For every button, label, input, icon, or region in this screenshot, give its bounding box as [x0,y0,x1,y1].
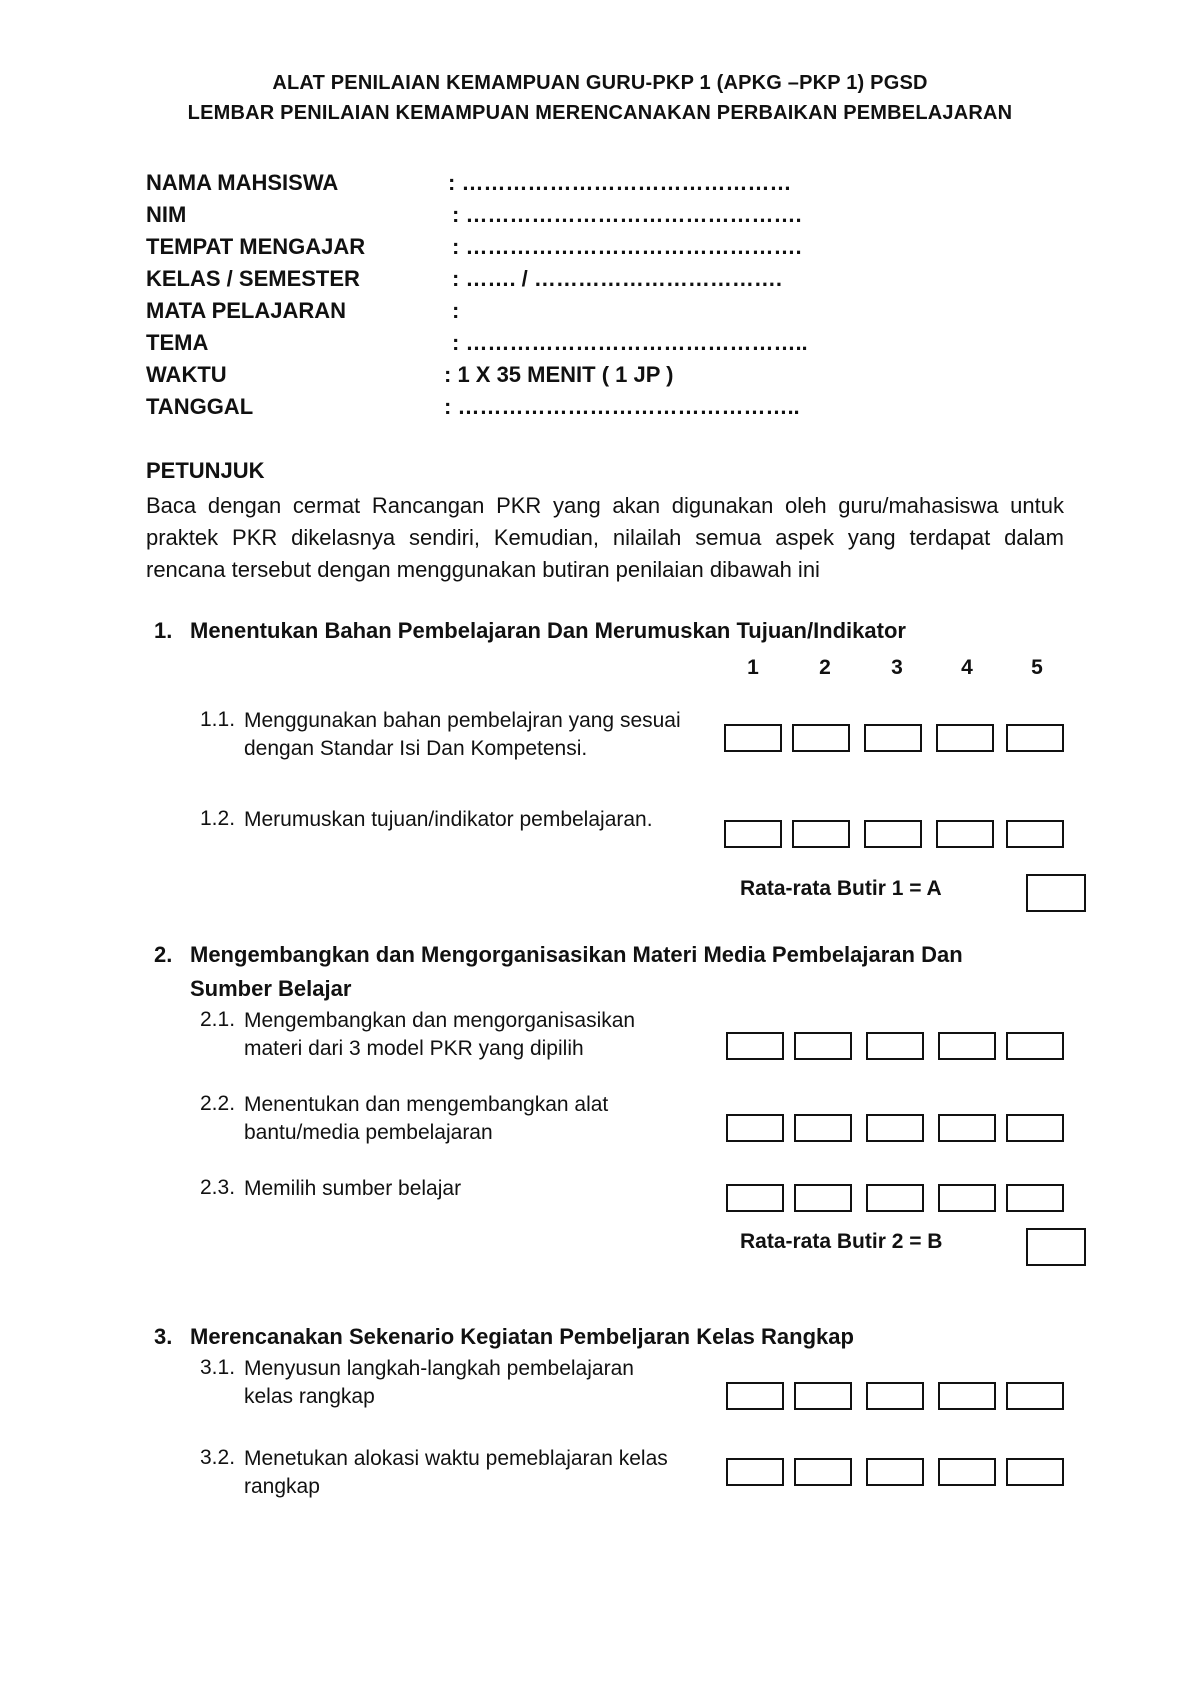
label-tanggal: TANGGAL [146,394,254,419]
rating-box[interactable] [726,1032,784,1060]
average-2-box[interactable] [1026,1228,1086,1266]
label-kelas-semester: KELAS / SEMESTER [146,266,360,291]
rating-box[interactable] [866,1114,924,1142]
rating-box[interactable] [794,1382,852,1410]
average-2-label: Rata-rata Butir 2 = B [740,1230,943,1253]
rating-box[interactable] [1006,724,1064,752]
section-2-title-cont: Sumber Belajar [190,976,352,1001]
rating-box[interactable] [1006,1458,1064,1486]
field-tanggal[interactable]: : ……………………………………….. [444,394,800,419]
rating-box[interactable] [1006,820,1064,848]
item-3-2-text: Menetukan alokasi waktu pemeblajaran kelas rangkap [244,1447,668,1498]
item-1-2-text: Merumuskan tujuan/indikator pembelajaran. [244,808,653,831]
rating-box[interactable] [1006,1114,1064,1142]
section-1-title: Menentukan Bahan Pembelajaran Dan Merumuskan Tujuan/Indikator [190,618,906,643]
petunjuk-text: Baca dengan cermat Rancangan PKR yang akan digunakan oleh guru/mahasiswa untuk praktek PKR dikelasnya sendiri, Kemudian, nilailah semua aspek yang terdapat dalam rencana tersebut dengan menggunakan butiran penilaian dibawah ini [146,493,1064,582]
rating-box[interactable] [726,1184,784,1212]
average-1-box[interactable] [1026,874,1086,912]
item-3-2-number: 3.2. [200,1446,236,1469]
rating-box[interactable] [794,1458,852,1486]
label-tema: TEMA [146,330,209,355]
label-nama: NAMA MAHSISWA [146,170,339,195]
scale-3: 3 [891,656,903,679]
document-title: ALAT PENILAIAN KEMAMPUAN GURU-PKP 1 (APKG –PKP 1) PGSD [272,72,928,94]
item-3-1-text: Menyusun langkah-langkah pembelajaran kelas rangkap [244,1357,634,1408]
rating-box[interactable] [794,1114,852,1142]
item-1-1-number: 1.1. [200,708,236,731]
rating-box[interactable] [1006,1382,1064,1410]
scale-5: 5 [1031,656,1043,679]
petunjuk-heading: PETUNJUK [146,458,265,483]
rating-box[interactable] [936,724,994,752]
rating-box[interactable] [1006,1032,1064,1060]
item-2-3-number: 2.3. [200,1176,236,1199]
item-2-1-text: Mengembangkan dan mengorganisasikan materi dari 3 model PKR yang dipilih [244,1009,636,1060]
item-3-1-number: 3.1. [200,1356,236,1379]
rating-box[interactable] [864,820,922,848]
rating-box[interactable] [864,724,922,752]
rating-box[interactable] [938,1382,996,1410]
field-waktu: : 1 X 35 MENIT ( 1 JP ) [444,362,674,387]
field-kelas-semester[interactable]: : ……. / ……………………………. [452,266,782,291]
document-subtitle: LEMBAR PENILAIAN KEMAMPUAN MERENCANAKAN PERBAIKAN PEMBELAJARAN [187,102,1013,124]
label-mata-pelajaran: MATA PELAJARAN [146,298,347,323]
rating-box[interactable] [792,820,850,848]
field-tempat-mengajar[interactable]: : ………………………………………. [452,234,802,259]
item-1-1-text: Menggunakan bahan pembelajran yang sesuai dengan Standar Isi Dan Kompetensi. [244,709,681,760]
rating-box[interactable] [938,1032,996,1060]
section-1-number: 1. [154,618,173,643]
rating-box[interactable] [726,1382,784,1410]
scale-1: 1 [747,656,759,679]
average-1-label: Rata-rata Butir 1 = A [740,877,942,900]
label-waktu: WAKTU [146,362,227,387]
scale-2: 2 [819,656,831,679]
rating-box[interactable] [794,1032,852,1060]
field-nim[interactable]: : ………………………………………. [452,202,802,227]
rating-box[interactable] [726,1458,784,1486]
section-3-number: 3. [154,1324,173,1349]
field-tema[interactable]: : ……………………………………….. [452,330,808,355]
rating-box[interactable] [936,820,994,848]
rating-box[interactable] [866,1184,924,1212]
label-nim: NIM [146,202,187,227]
rating-box[interactable] [724,820,782,848]
rating-box[interactable] [1006,1184,1064,1212]
section-2-title: Mengembangkan dan Mengorganisasikan Materi Media Pembelajaran Dan [190,942,963,967]
item-2-3-text: Memilih sumber belajar [244,1177,462,1200]
rating-box[interactable] [938,1184,996,1212]
item-2-2-text: Menentukan dan mengembangkan alat bantu/media pembelajaran [244,1093,609,1144]
item-2-2-number: 2.2. [200,1092,236,1115]
section-2-number: 2. [154,942,173,967]
item-1-2-number: 1.2. [200,807,236,830]
rating-box[interactable] [794,1184,852,1212]
field-mata-pelajaran[interactable]: : [452,298,460,323]
rating-box[interactable] [726,1114,784,1142]
label-tempat-mengajar: TEMPAT MENGAJAR [146,234,366,259]
rating-box[interactable] [792,724,850,752]
scale-4: 4 [961,656,973,679]
rating-box[interactable] [938,1458,996,1486]
item-2-1-number: 2.1. [200,1008,236,1031]
rating-box[interactable] [866,1032,924,1060]
rating-box[interactable] [866,1382,924,1410]
field-nama[interactable]: : ……………………………………… [448,170,792,195]
rating-box[interactable] [866,1458,924,1486]
rating-box[interactable] [938,1114,996,1142]
section-3-title: Merencanakan Sekenario Kegiatan Pembeljaran Kelas Rangkap [190,1324,854,1349]
rating-box[interactable] [724,724,782,752]
